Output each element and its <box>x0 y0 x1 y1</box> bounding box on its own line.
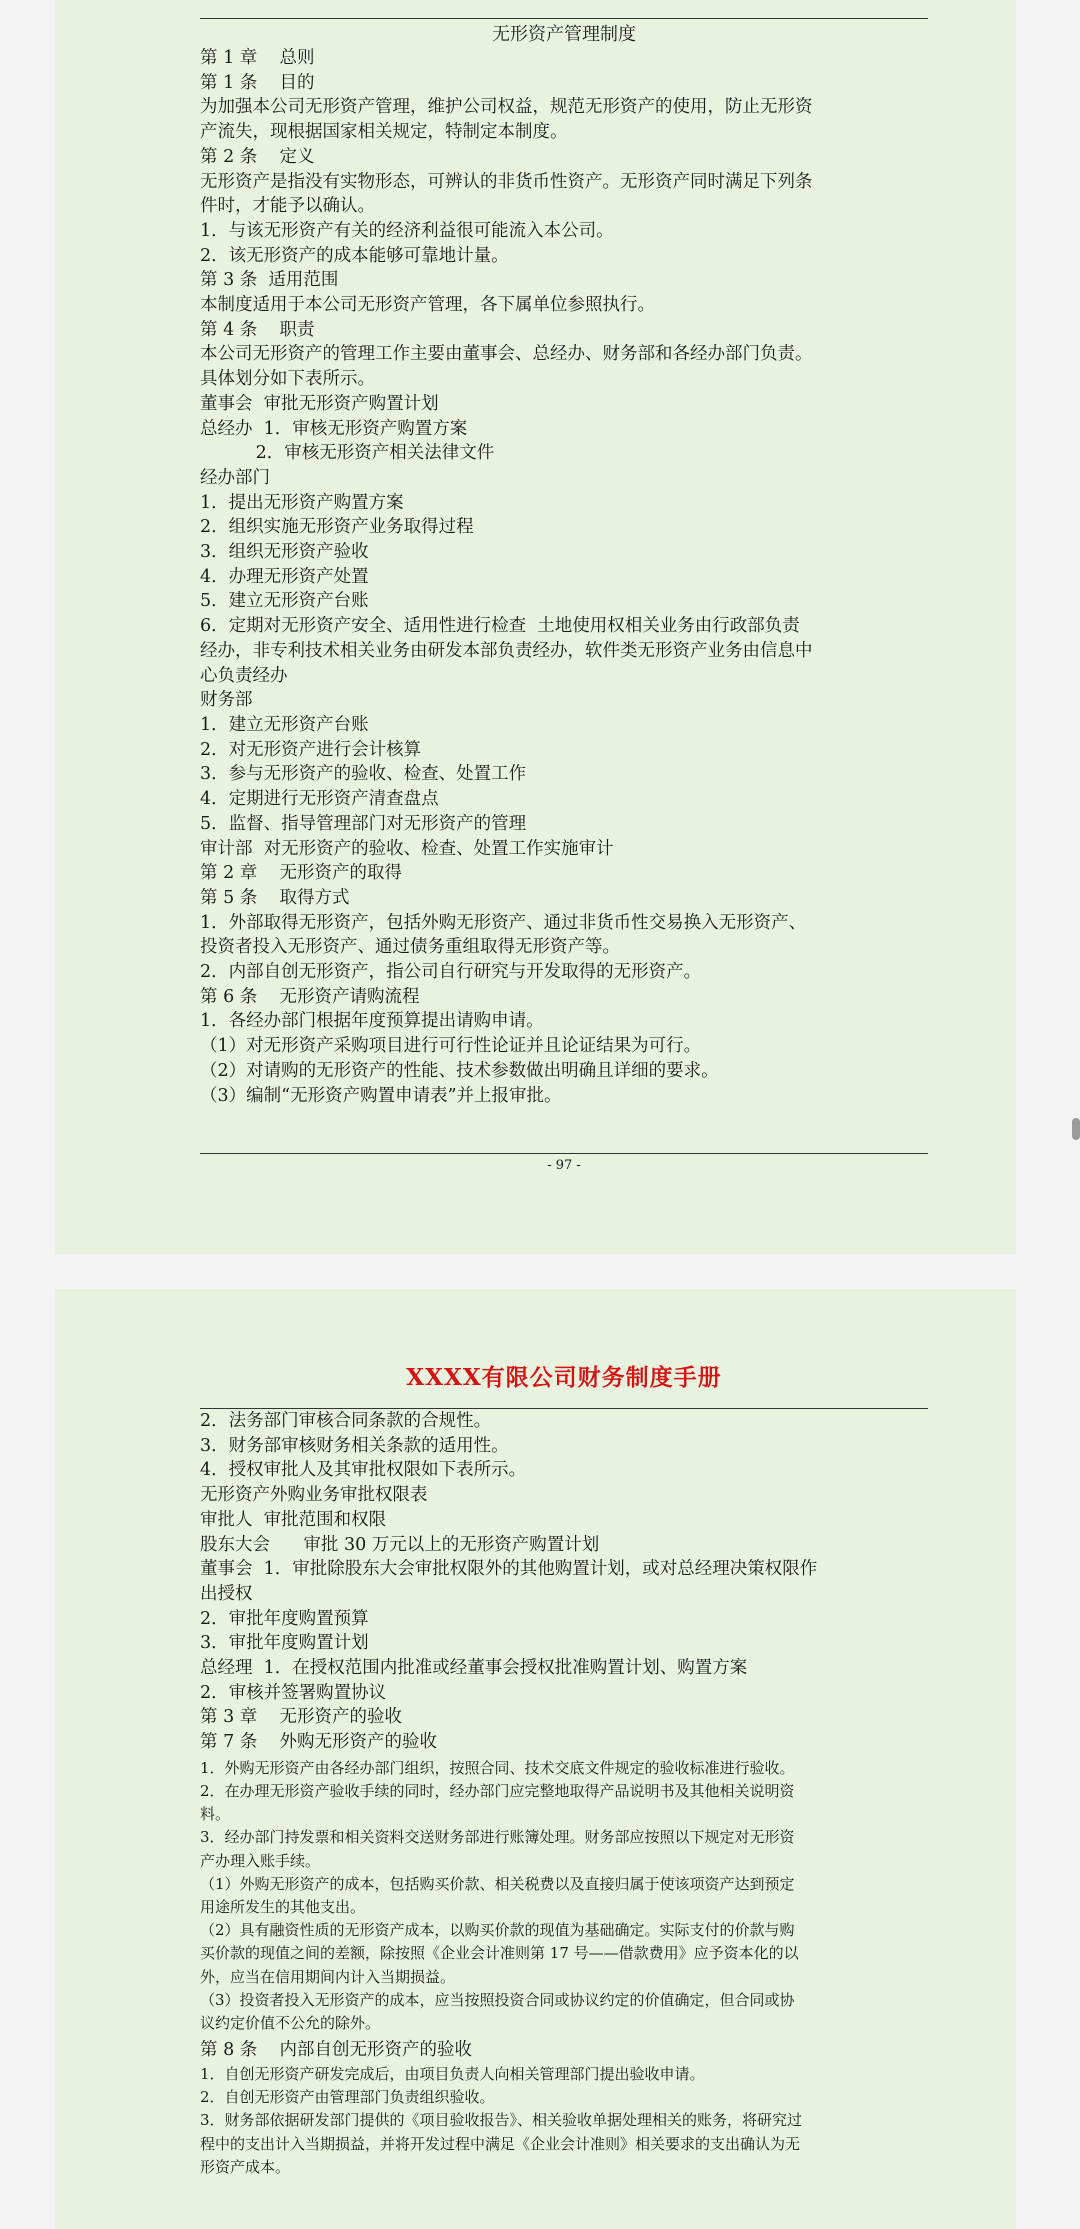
text-line: 第 6 条 无形资产请购流程 <box>200 986 420 1007</box>
text-line: 2．组织实施无形资产业务取得过程 <box>200 517 474 538</box>
text-line: 5．建立无形资产台账 <box>200 591 369 612</box>
text-line: 件时，才能予以确认。 <box>200 196 375 217</box>
text-line: 董事会 审批无形资产购置计划 <box>200 393 439 414</box>
text-line: 第 3 章 无形资产的验收 <box>200 1707 403 1728</box>
text-line: 2．对无形资产进行会计核算 <box>200 739 422 760</box>
text-line: 为加强本公司无形资产管理，维护公司权益，规范无形资产的使用，防止无形资 <box>200 97 813 118</box>
text-line: 2．自创无形资产由管理部门负责组织验收。 <box>200 2088 495 2107</box>
text-line: 2．审核并签署购置协议 <box>200 1682 387 1703</box>
text-line: 本公司无形资产的管理工作主要由董事会、总经办、财务部和各经办部门负责。 <box>200 344 813 365</box>
text-line: 2．内部自创无形资产，指公司自行研究与开发取得的无形资产。 <box>200 962 702 983</box>
text-line: 程中的支出计入当期损益，并将开发过程中满足《企业会计准则》相关要求的支出确认为无 <box>200 2134 801 2153</box>
text-line: 股东大会 审批 30 万元以上的无形资产购置计划 <box>200 1534 600 1555</box>
text-line: 1．建立无形资产台账 <box>200 714 369 735</box>
text-line: （2）具有融资性质的无形资产成本，以购买价款的现值为基础确定。实际支付的价款与购 <box>200 1921 795 1940</box>
text-line: 1．与该无形资产有关的经济利益很可能流入本公司。 <box>200 220 614 241</box>
text-line: 3．参与无形资产的验收、检查、处置工作 <box>200 764 527 785</box>
text-line: 出授权 <box>200 1583 253 1604</box>
page-number: - 97 - <box>547 1158 581 1173</box>
document-page-98 <box>55 1289 1016 2229</box>
text-line: 投资者投入无形资产、通过债务重组取得无形资产等。 <box>200 937 620 958</box>
page-body <box>200 46 928 1108</box>
text-line: 2．该无形资产的成本能够可靠地计量。 <box>200 245 509 266</box>
text-line: （1）对无形资产采购项目进行可行性论证并且论证结果为可行。 <box>200 1036 702 1057</box>
text-line: 5．监督、指导管理部门对无形资产的管理 <box>200 813 527 834</box>
text-line: （3）投资者投入无形资产的成本，应当按照投资合同或协议约定的价值确定，但合同或协 <box>200 1990 795 2009</box>
text-line: 议约定价值不公允的除外。 <box>200 2014 381 2033</box>
text-line: 形资产成本。 <box>200 2157 291 2176</box>
text-line: 用途所发生的其他支出。 <box>200 1898 366 1917</box>
text-line: 第 2 章 无形资产的取得 <box>200 863 403 884</box>
text-line: 第 4 条 职责 <box>200 319 315 340</box>
text-line: 第 7 条 外购无形资产的验收 <box>200 1732 438 1753</box>
text-line: 3．经办部门持发票和相关资料交送财务部进行账簿处理。财务部应按照以下规定对无形资 <box>200 1828 795 1847</box>
text-line: 第 5 条 取得方式 <box>200 887 350 908</box>
text-line: 1．外购无形资产由各经办部门组织，按照合同、技术交底文件规定的验收标准进行验收。 <box>200 1758 795 1777</box>
text-line: 买价款的现值之间的差额，除按照《企业会计准则第 17 号——借款费用》应予资本化的以 <box>200 1944 799 1963</box>
text-line: （3）编制“无形资产购置申请表”并上报审批。 <box>200 1085 562 1106</box>
text-line: 6．定期对无形资产安全、适用性进行检查 土地使用权相关业务由行政部负责 <box>200 616 800 637</box>
header-rule <box>200 18 928 19</box>
text-line: 第 3 条 适用范围 <box>200 270 339 291</box>
text-line: 1．各经办部门根据年度预算提出请购申请。 <box>200 1011 544 1032</box>
text-line: 经办部门 <box>200 467 270 488</box>
text-line: 第 8 条 内部自创无形资产的验收 <box>200 2040 473 2061</box>
text-line: 2．审核无形资产相关法律文件 <box>200 443 495 464</box>
text-line: 无形资产是指没有实物形态，可辨认的非货币性资产。无形资产同时满足下列条 <box>200 171 813 192</box>
text-line: 财务部 <box>200 690 253 711</box>
text-line: 产办理入账手续。 <box>200 1851 321 1870</box>
page-body <box>200 1409 928 2179</box>
text-line: 外，应当在信用期间内计入当期损益。 <box>200 1967 456 1986</box>
text-line: 具体划分如下表所示。 <box>200 369 375 390</box>
page-header-title: 无形资产管理制度 <box>492 24 636 45</box>
text-line: 本制度适用于本公司无形资产管理，各下属单位参照执行。 <box>200 295 655 316</box>
text-line: 3．组织无形资产验收 <box>200 542 369 563</box>
text-line: 第 2 条 定义 <box>200 146 315 167</box>
text-line: 料。 <box>200 1805 231 1824</box>
document-page-97 <box>55 0 1016 1254</box>
text-line: 1．外部取得无形资产，包括外购无形资产、通过非货币性交易换入无形资产、 <box>200 912 807 933</box>
text-line: 2．审批年度购置预算 <box>200 1608 369 1629</box>
text-line: （1）外购无形资产的成本，包括购买价款、相关税费以及直接归属于使该项资产达到预定 <box>200 1874 795 1893</box>
text-line: 经办，非专利技术相关业务由研发本部负责经办，软件类无形资产业务由信息中 <box>200 640 813 661</box>
text-line: 审批人 审批范围和权限 <box>200 1509 387 1530</box>
text-line: 1．自创无形资产研发完成后，由项目负责人向相关管理部门提出验收申请。 <box>200 2064 705 2083</box>
text-line: 3．审批年度购置计划 <box>200 1633 369 1654</box>
text-line: 心负责经办 <box>200 665 288 686</box>
text-line: （2）对请购的无形资产的性能、技术参数做出明确且详细的要求。 <box>200 1060 719 1081</box>
text-line: 4．定期进行无形资产清查盘点 <box>200 789 439 810</box>
text-line: 4．授权审批人及其审批权限如下表所示。 <box>200 1460 527 1481</box>
text-line: 董事会 1．审批除股东大会审批权限外的其他购置计划，或对总经理决策权限作 <box>200 1559 818 1580</box>
footer-rule <box>200 1153 928 1154</box>
text-line: 总经办 1．审核无形资产购置方案 <box>200 418 468 439</box>
text-line: 第 1 条 目的 <box>200 72 315 93</box>
scrollbar-thumb[interactable] <box>1072 1118 1080 1140</box>
text-line: 第 1 章 总则 <box>200 48 315 68</box>
text-line: 无形资产外购业务审批权限表 <box>200 1485 428 1506</box>
text-line: 4．办理无形资产处置 <box>200 566 369 587</box>
text-line: 1．提出无形资产购置方案 <box>200 492 404 513</box>
manual-title: XXXX有限公司财务制度手册 <box>406 1364 722 1391</box>
text-line: 总经理 1．在授权范围内批准或经董事会授权批准购置计划、购置方案 <box>200 1658 748 1679</box>
text-line: 产流失，现根据国家相关规定，特制定本制度。 <box>200 122 568 143</box>
text-line: 3．财务部依据研发部门提供的《项目验收报告》、相关验收单据处理相关的账务，将研究过 <box>200 2111 803 2130</box>
text-line: 2．在办理无形资产验收手续的同时，经办部门应完整地取得产品说明书及其他相关说明资 <box>200 1782 795 1801</box>
text-line: 审计部 对无形资产的验收、检查、处置工作实施审计 <box>200 838 614 859</box>
text-line: 3．财务部审核财务相关条款的适用性。 <box>200 1435 509 1456</box>
text-line: 2．法务部门审核合同条款的合规性。 <box>200 1411 492 1431</box>
